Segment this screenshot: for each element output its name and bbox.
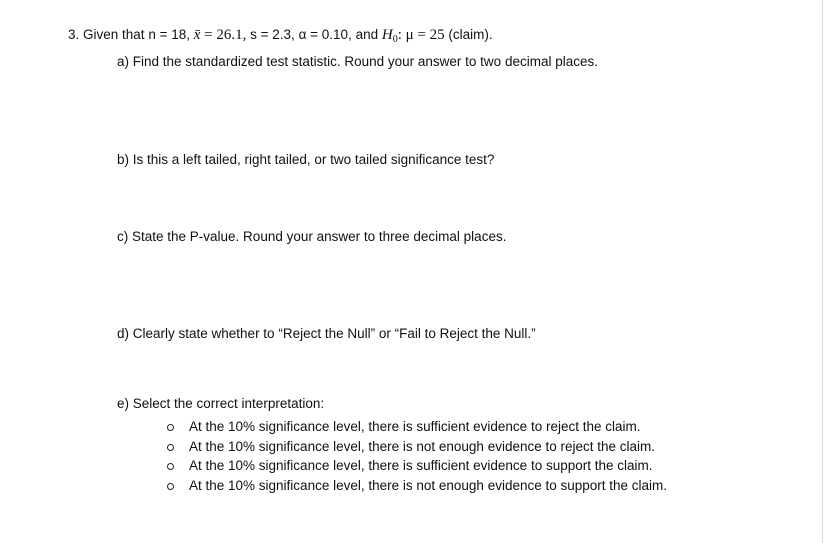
option-label: At the 10% significance level, there is not enough evidence to reject the claim.: [189, 438, 656, 454]
question-header: [68, 27, 493, 48]
alpha-text: α = 0.10,: [298, 27, 352, 42]
page-edge-divider: [822, 0, 823, 543]
radio-circle-icon[interactable]: [167, 483, 174, 490]
part-a-prompt: a) Find the standardized test statistic. Round your answer to two decimal places.: [117, 54, 598, 69]
null-hypothesis-math: [382, 27, 445, 43]
radio-circle-icon[interactable]: [167, 444, 174, 451]
radio-circle-icon[interactable]: [167, 424, 174, 431]
part-b-prompt: b) Is this a left tailed, right tailed, or two tailed significance test?: [117, 152, 495, 167]
option-label: At the 10% significance level, there is sufficient evidence to reject the claim.: [189, 419, 641, 434]
and-text: and: [355, 27, 379, 42]
part-d-prompt: d) Clearly state whether to “Reject the Null” or “Fail to Reject the Null.”: [117, 326, 536, 341]
sample-mean-math: [194, 27, 247, 43]
hypothesis-expression: : μ = 25: [397, 27, 445, 43]
radio-circle-icon[interactable]: [167, 463, 174, 470]
xbar-symbol: x̄: [193, 27, 201, 43]
hypothesis-symbol: H: [381, 27, 393, 43]
option-label: At the 10% significance level, there is not enough evidence to support the claim.: [189, 477, 668, 493]
hypothesis-subscript: 0: [392, 34, 398, 45]
option-label: At the 10% significance level, there is sufficient evidence to support the claim.: [189, 458, 653, 474]
question-prefix: 3. Given that: [68, 27, 145, 42]
xbar-value: = 26.1,: [204, 27, 247, 43]
claim-text: (claim).: [448, 27, 493, 42]
sample-size-text: n = 18,: [148, 27, 190, 42]
part-e-prompt: e) Select the correct interpretation:: [117, 396, 325, 411]
std-dev-text: s = 2.3,: [250, 27, 295, 42]
part-c-prompt: c) State the P-value. Round your answer to three decimal places.: [117, 229, 507, 244]
